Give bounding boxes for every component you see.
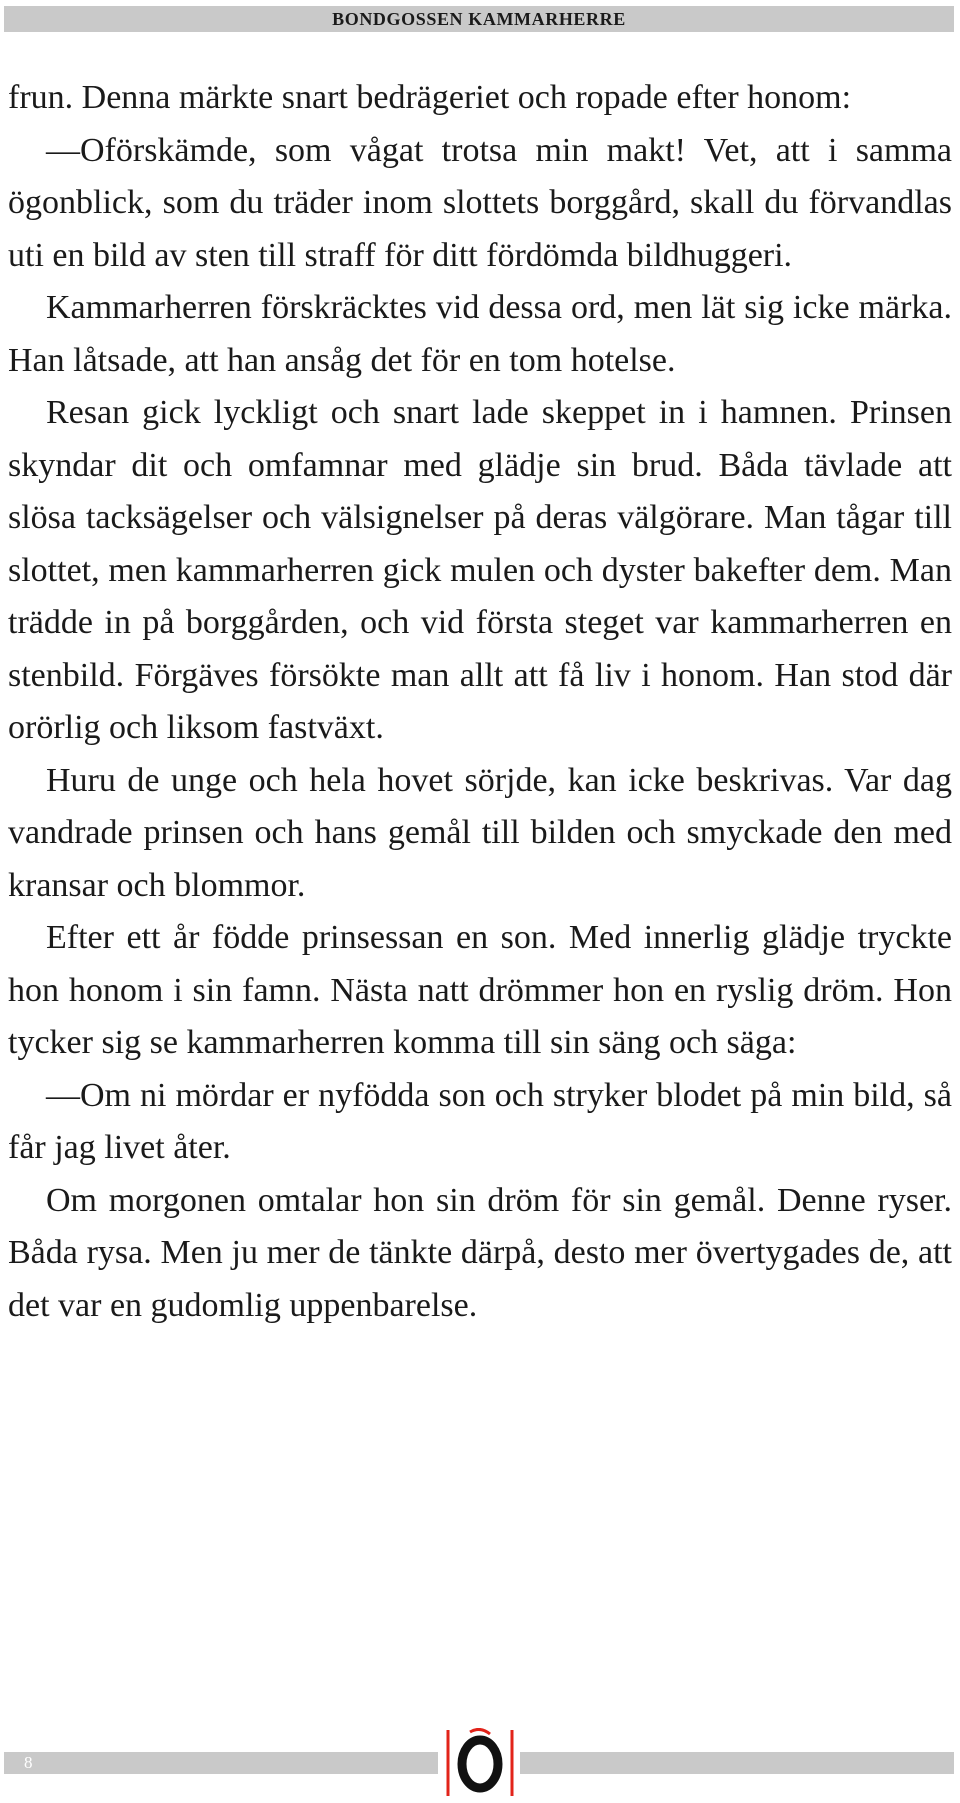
footer-bar-right xyxy=(520,1752,954,1774)
footer-bar-left xyxy=(4,1752,438,1774)
paragraph: Efter ett år födde prinsessan en son. Med innerlig glädje tryckte hon honom i sin famn. Nästa natt drömmer hon en ryslig dröm. Hon tycker sig se kammarherren komma till sin säng och säga: xyxy=(8,919,952,1061)
running-header xyxy=(4,6,954,32)
page-body xyxy=(8,72,952,1332)
paragraph: —Oförskämde, som vågat trotsa min makt! Vet, att i samma ögonblick, som du träder inom slottets borggård, skall du förvandlas uti en bild av sten till straff för ditt fördömda bildhuggeri. xyxy=(8,131,952,274)
paragraph: Huru de unge och hela hovet sörjde, kan icke beskrivas. Var dag vandrade prinsen och hans gemål till bilden och smyckade den med kransar och blommor. xyxy=(8,761,952,904)
paragraph: Om morgonen omtalar hon sin dröm för sin gemål. Denne ryser. Båda rysa. Men ju mer de tänkte därpå, desto mer övertygades de, att det var en gudomlig uppenbarelse. xyxy=(8,1181,952,1324)
paragraph: Kammarherren förskräcktes vid dessa ord, men lät sig icke märka. Han låtsade, att han ansåg det för en tom hotelse. xyxy=(8,289,952,379)
page-number: 8 xyxy=(24,1753,33,1772)
paragraph: frun. Denna märkte snart bedrägeriet och ropade efter honom: xyxy=(8,79,852,116)
paragraph: —Om ni mördar er nyfödda son och stryker blodet på min bild, så får jag livet åter. xyxy=(8,1076,952,1166)
publisher-logo-icon xyxy=(442,1728,518,1798)
paragraph: Resan gick lyckligt och snart lade skeppet in i hamnen. Prinsen skyndar dit och omfamnar med glädje sin brud. Båda tävlade att slösa tacksägelser och välsignelser på deras välgörare. Man tågar till slottet, men kammarherren gick mulen och dyster bakefter dem. Man trädde in på borggården, och vid första steget var kammarherren en stenbild. Förgäves försökte man allt att få liv i honom. Han stod där orörlig och liksom fastväxt. xyxy=(8,394,952,746)
header-title: BONDGOSSEN KAMMARHERRE xyxy=(332,9,626,29)
